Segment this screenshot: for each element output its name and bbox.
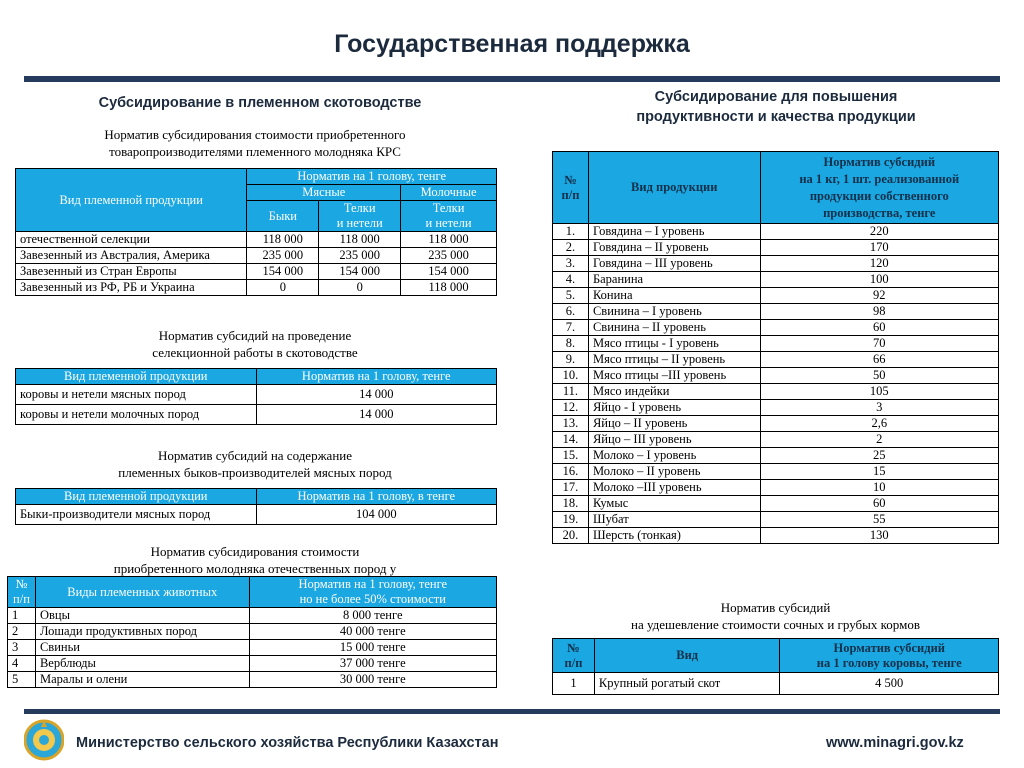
table-row <box>553 448 999 464</box>
page-title: Государственная поддержка <box>334 30 690 58</box>
table-row <box>553 336 999 352</box>
row-number: 18. <box>553 496 589 512</box>
product-name: Кумыс <box>588 496 760 512</box>
table-row <box>553 224 999 240</box>
row-number: 15. <box>553 448 589 464</box>
table-row <box>553 320 999 336</box>
heading-line: продуктивности и качества продукции <box>636 109 916 125</box>
caption-line: товаропроизводителями племенного молодняка КРС <box>109 144 401 159</box>
table-row <box>553 352 999 368</box>
caption-line: на удешевление стоимости сочных и грубых кормов <box>631 617 920 632</box>
bottom-divider <box>24 709 1000 714</box>
subsidy-value: 15 <box>760 464 998 480</box>
subsidy-value: 120 <box>760 256 998 272</box>
col-number: № п/п <box>553 639 595 673</box>
subsidy-value: 2,6 <box>760 416 998 432</box>
subsidy-value: 105 <box>760 384 998 400</box>
product-name: Шубат <box>588 512 760 528</box>
table-row <box>553 304 999 320</box>
table4-caption <box>14 543 496 577</box>
table-row <box>553 272 999 288</box>
subsidy-value: 55 <box>760 512 998 528</box>
caption-line: Норматив субсидирования стоимости <box>150 544 360 559</box>
table-row <box>553 512 999 528</box>
table-row: Завезенный из РФ, РБ и Украина 0 0 118 000 <box>16 280 497 296</box>
product-name: Говядина – II уровень <box>588 240 760 256</box>
kazakhstan-emblem-icon <box>24 718 64 762</box>
row-number: 16. <box>553 464 589 480</box>
row-number: 20. <box>553 528 589 544</box>
table-row <box>553 496 999 512</box>
col-product: Вид племенной продукции <box>16 369 257 385</box>
caption-line: Норматив субсидий на проведение <box>158 328 352 343</box>
table-row: 4 Верблюды 37 000 тенге <box>8 656 497 672</box>
right-heading <box>552 87 1000 127</box>
left-heading: Субсидирование в племенном скотоводстве <box>98 95 422 111</box>
row-number: 6. <box>553 304 589 320</box>
col-dairy: Молочные <box>401 185 497 201</box>
col-kind: Вид <box>594 639 780 673</box>
table-row: 3 Свиньи 15 000 тенге <box>8 640 497 656</box>
table-row <box>553 480 999 496</box>
subsidy-value: 10 <box>760 480 998 496</box>
row-number: 14. <box>553 432 589 448</box>
caption-line: Норматив субсидирования стоимости приобретенного <box>104 127 406 142</box>
ministry-name: Министерство сельского хозяйства Республики Казахстан <box>76 735 499 751</box>
product-name: Свинина – II уровень <box>588 320 760 336</box>
product-name: Говядина – III уровень <box>588 256 760 272</box>
subsidy-value: 50 <box>760 368 998 384</box>
col-norm: Норматив на 1 голову, тенге <box>256 369 497 385</box>
product-name: Яйцо – III уровень <box>588 432 760 448</box>
caption-line: Норматив субсидий <box>720 600 831 615</box>
col-number: № п/п <box>8 577 36 608</box>
table-row <box>553 256 999 272</box>
table-row: Завезенный из Австралия, Америка 235 000 235 000 235 000 <box>16 248 497 264</box>
table-row <box>553 384 999 400</box>
col-heifers-dairy: Телки и нетели <box>401 201 497 232</box>
product-name: Мясо индейки <box>588 384 760 400</box>
row-number: 5. <box>553 288 589 304</box>
subsidy-value: 2 <box>760 432 998 448</box>
subsidy-value: 25 <box>760 448 998 464</box>
table-row <box>553 368 999 384</box>
col-norm: Норматив субсидий на 1 кг, 1 шт. реализованной продукции собственного производства, тенге <box>760 152 998 224</box>
product-name: Конина <box>588 288 760 304</box>
top-divider <box>24 76 1000 82</box>
cattle-purchase-table <box>15 168 497 296</box>
row-number: 9. <box>553 352 589 368</box>
col-number: № п/п <box>553 152 589 224</box>
subsidy-value: 220 <box>760 224 998 240</box>
young-stock-table <box>7 576 497 688</box>
col-product: Вид племенной продукции <box>16 169 247 232</box>
row-number: 19. <box>553 512 589 528</box>
table-row: Завезенный из Стран Европы 154 000 154 000 154 000 <box>16 264 497 280</box>
subsidy-value: 3 <box>760 400 998 416</box>
heading-line: Субсидирование для повышения <box>654 89 898 105</box>
product-name: Баранина <box>588 272 760 288</box>
row-number: 10. <box>553 368 589 384</box>
table-row <box>553 400 999 416</box>
col-kind: Вид продукции <box>588 152 760 224</box>
col-norm: Норматив на 1 голову, тенге <box>247 169 497 185</box>
row-number: 3. <box>553 256 589 272</box>
subsidy-value: 66 <box>760 352 998 368</box>
product-name: Молоко –III уровень <box>588 480 760 496</box>
breeding-bulls-table <box>15 488 497 525</box>
table-row: коровы и нетели мясных пород 14 000 <box>16 385 497 405</box>
row-number: 7. <box>553 320 589 336</box>
col-norm: Норматив на 1 голову, в тенге <box>256 489 496 505</box>
product-name: Мясо птицы –III уровень <box>588 368 760 384</box>
website-link[interactable]: www.minagri.gov.kz <box>826 735 964 751</box>
table-row: 1 Крупный рогатый скот 4 500 <box>553 673 999 695</box>
product-name: Мясо птицы – II уровень <box>588 352 760 368</box>
subsidy-value: 100 <box>760 272 998 288</box>
col-product: Вид племенной продукции <box>16 489 257 505</box>
col-bulls: Быки <box>247 201 319 232</box>
subsidy-value: 70 <box>760 336 998 352</box>
productivity-table <box>552 151 999 544</box>
subsidy-value: 170 <box>760 240 998 256</box>
col-norm: Норматив на 1 голову, тенге но не более 50% стоимости <box>249 577 496 608</box>
row-number: 8. <box>553 336 589 352</box>
table-row <box>553 464 999 480</box>
subsidy-value: 60 <box>760 496 998 512</box>
selection-work-table <box>15 368 497 425</box>
row-number: 4. <box>553 272 589 288</box>
row-number: 17. <box>553 480 589 496</box>
caption-line: Норматив субсидий на содержание <box>157 448 353 463</box>
subsidy-value: 92 <box>760 288 998 304</box>
row-number: 13. <box>553 416 589 432</box>
col-meat: Мясные <box>247 185 401 201</box>
table1-caption <box>14 126 496 160</box>
table-row: 2 Лошади продуктивных пород 40 000 тенге <box>8 624 497 640</box>
table-row <box>553 416 999 432</box>
caption-line: селекционной работы в скотоводстве <box>152 345 358 360</box>
table-row <box>553 240 999 256</box>
product-name: Мясо птицы - I уровень <box>588 336 760 352</box>
product-name: Шерсть (тонкая) <box>588 528 760 544</box>
table-row: Быки-производители мясных пород 104 000 <box>16 505 497 525</box>
caption-line: приобретенного молодняка отечественных пород у <box>113 561 397 576</box>
table-row: 5 Маралы и олени 30 000 тенге <box>8 672 497 688</box>
table6-caption <box>552 599 999 633</box>
col-kind: Виды племенных животных <box>35 577 249 608</box>
table-row: коровы и нетели молочных пород 14 000 <box>16 405 497 425</box>
table-row <box>553 432 999 448</box>
table-row <box>553 288 999 304</box>
subsidy-value: 130 <box>760 528 998 544</box>
row-number: 12. <box>553 400 589 416</box>
row-number: 1. <box>553 224 589 240</box>
table2-caption <box>14 327 496 361</box>
col-norm: Норматив субсидий на 1 голову коровы, тенге <box>780 639 999 673</box>
table-row: 1 Овцы 8 000 тенге <box>8 608 497 624</box>
product-name: Молоко – I уровень <box>588 448 760 464</box>
product-name: Яйцо - I уровень <box>588 400 760 416</box>
row-number: 11. <box>553 384 589 400</box>
caption-line: племенных быков-производителей мясных пород <box>118 465 392 480</box>
table3-caption <box>14 447 496 481</box>
table-row <box>553 528 999 544</box>
subsidy-value: 60 <box>760 320 998 336</box>
feed-subsidy-table <box>552 638 999 695</box>
row-number: 2. <box>553 240 589 256</box>
product-name: Свинина – I уровень <box>588 304 760 320</box>
product-name: Говядина – I уровень <box>588 224 760 240</box>
table-row: отечественной селекции 118 000 118 000 118 000 <box>16 232 497 248</box>
product-name: Яйцо – II уровень <box>588 416 760 432</box>
subsidy-value: 98 <box>760 304 998 320</box>
product-name: Молоко – II уровень <box>588 464 760 480</box>
col-heifers-meat: Телки и нетели <box>319 201 401 232</box>
